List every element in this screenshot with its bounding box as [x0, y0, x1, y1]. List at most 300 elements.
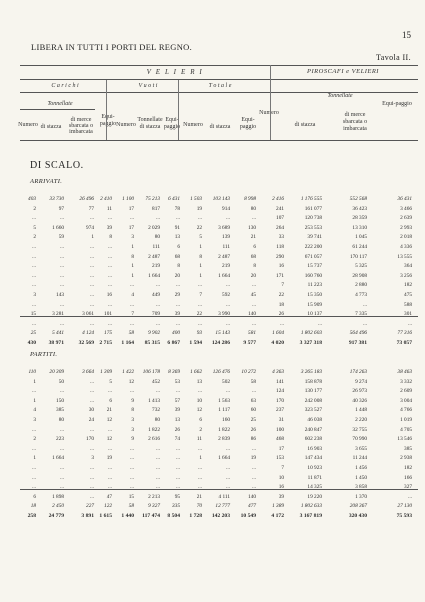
table-cell: 16 903	[307, 445, 322, 452]
table-cell: ...	[90, 465, 94, 471]
table-cell: 58	[250, 378, 256, 385]
table-cell: ...	[198, 465, 202, 471]
table-cell: 3 327 318	[299, 340, 322, 346]
table-cell: ...	[90, 397, 94, 404]
table-cell: 140	[248, 311, 256, 318]
table-cell: 86	[250, 436, 256, 443]
table-cell: ...	[363, 301, 367, 308]
table-cell: ...	[60, 272, 64, 279]
table-cell: 1	[199, 263, 202, 270]
table-cell: 4 773	[355, 292, 367, 298]
table-cell: 141	[276, 378, 284, 385]
table-row	[22, 484, 417, 493]
table-cell: 7	[131, 311, 134, 318]
table-cell: 91	[174, 224, 180, 231]
table-cell: 2	[33, 436, 36, 443]
table-cell: 1	[199, 455, 202, 462]
table-cell: ...	[90, 272, 94, 279]
table-cell: 58	[128, 503, 134, 510]
table-row	[22, 427, 417, 436]
table-cell: 36 423	[352, 205, 367, 212]
table-cell: 80	[154, 417, 160, 423]
table-cell: 7 335	[355, 311, 367, 318]
table-cell: 95	[174, 493, 180, 500]
table-cell: 13	[174, 417, 180, 423]
table-cell: ...	[90, 263, 94, 270]
table-cell: 1 664	[218, 272, 230, 279]
table-cell: ...	[156, 484, 160, 491]
table-cell: 120 738	[304, 215, 322, 222]
table-cell: 16	[278, 263, 284, 270]
table-cell: 38 971	[48, 340, 64, 346]
table-cell: 8 998	[244, 196, 256, 202]
table-cell: 3 265 183	[300, 369, 322, 375]
table-cell: 914	[222, 205, 230, 212]
table-cell: 2 993	[400, 224, 412, 231]
table-row	[22, 282, 417, 291]
table-cell: 68	[174, 253, 180, 260]
table-cell: 8	[131, 407, 134, 414]
table-cell: 4 020	[271, 340, 284, 346]
table-cell: ...	[226, 301, 230, 308]
table-cell: 25	[250, 417, 256, 423]
table-cell: 6	[253, 244, 256, 250]
table-cell: ...	[252, 474, 256, 481]
table-cell: ...	[176, 282, 180, 289]
table-cell: ...	[32, 320, 36, 327]
table-cell: ...	[108, 253, 112, 260]
table-cell: 320 430	[348, 513, 367, 519]
table-cell: ...	[176, 455, 180, 462]
table-cell: ...	[60, 282, 64, 289]
table-cell: ...	[156, 215, 160, 222]
table-cell: 5 325	[355, 263, 367, 270]
table-cell: ...	[108, 388, 112, 395]
table-cell: 385	[56, 407, 64, 414]
header-di-stazza-1: di stazza	[40, 124, 62, 130]
table-cell: 237	[276, 407, 284, 414]
table-cell: 1	[33, 378, 36, 385]
table-cell: 30	[88, 407, 94, 414]
running-head: LIBERA IN TUTTI I PORTI DEL REGNO.	[31, 42, 193, 52]
header-di-merce-4: di merce sbarcata o imbarcata	[342, 112, 368, 132]
table-cell: ...	[108, 215, 112, 222]
table-cell: 4 124	[82, 330, 94, 337]
table-cell: 18	[278, 301, 284, 308]
table-cell: 100	[276, 426, 284, 433]
table-cell: 28 908	[352, 272, 367, 279]
table-cell: ...	[226, 282, 230, 289]
table-cell: 400	[172, 330, 180, 337]
table-cell: 10	[196, 397, 202, 404]
table-cell: 130	[248, 224, 256, 231]
table-cell: 182	[404, 282, 412, 289]
table-row	[22, 234, 417, 243]
table-cell: 13	[196, 378, 202, 385]
table-cell: 26	[250, 426, 256, 433]
table-cell: 150	[56, 397, 64, 404]
table-cell: ...	[130, 474, 134, 481]
table-row	[22, 302, 417, 311]
table-cell: ...	[60, 484, 64, 491]
table-cell: ...	[32, 263, 36, 270]
table-cell: 1 662	[190, 369, 202, 375]
table-cell: 7	[281, 465, 284, 471]
table-cell: 122	[104, 503, 112, 510]
table-cell: ...	[252, 320, 256, 327]
table-cell: 170	[86, 436, 94, 443]
table-cell: 24	[88, 417, 94, 423]
table-cell: 475	[404, 292, 412, 298]
table-cell: 6 867	[167, 340, 180, 346]
table-cell: 6 431	[168, 196, 180, 202]
header-piroscafi-velieri: PIROSCAFI e VELIERI	[307, 68, 379, 75]
table-cell: 5	[109, 378, 112, 385]
table-cell: ...	[32, 272, 36, 279]
table-row	[22, 263, 417, 272]
header-equipaggio-1: Equi-paggio	[99, 114, 117, 127]
table-cell: 10	[278, 474, 284, 481]
table-cell: 3	[131, 417, 134, 423]
table-cell: 10 137	[307, 311, 322, 318]
table-cell: ...	[90, 378, 94, 385]
table-cell: 3	[33, 292, 36, 298]
table-cell: 592	[222, 292, 230, 298]
table-row	[22, 503, 417, 512]
table-cell: 174 263	[349, 369, 367, 375]
table-cell: ...	[226, 388, 230, 395]
table-cell: 3 664	[82, 369, 94, 375]
table-cell: 4 336	[400, 244, 412, 250]
table-cell: 170 117	[349, 253, 367, 260]
table-cell: 1 822	[218, 426, 230, 433]
table-cell: 17	[128, 205, 134, 212]
table-cell: 20	[250, 272, 256, 279]
table-cell: ...	[32, 445, 36, 452]
page-number: 15	[402, 30, 411, 40]
table-cell: 5	[199, 234, 202, 241]
table-cell: 552 568	[349, 196, 367, 202]
table-cell: 6	[109, 397, 112, 404]
table-cell: 3	[91, 455, 94, 462]
table-cell: 3 990	[218, 311, 230, 318]
table-cell: 19 220	[307, 493, 322, 500]
table-cell: 39 741	[307, 234, 322, 241]
table-cell: 61 244	[352, 244, 367, 250]
table-cell: 1	[131, 272, 134, 279]
table-cell: 20	[174, 272, 180, 279]
table-cell: ...	[108, 301, 112, 308]
table-cell: ...	[90, 388, 94, 395]
table-cell: ...	[408, 320, 412, 327]
header-numero-2: Numero	[116, 122, 136, 128]
table-cell: 39	[174, 407, 180, 414]
table-cell: 1	[131, 244, 134, 250]
table-cell: 26 973	[352, 388, 367, 395]
table-cell: ...	[32, 474, 36, 481]
table-cell: ...	[176, 320, 180, 327]
table-cell: 85 315	[144, 340, 160, 346]
table-cell: 126 476	[212, 369, 230, 375]
table-cell: ...	[130, 215, 134, 222]
table-cell: 13 310	[352, 224, 367, 231]
header-carichi: C a r i c h i	[51, 83, 79, 89]
table-cell: 68	[250, 253, 256, 260]
table-cell: ...	[226, 445, 230, 452]
table-row	[22, 369, 417, 378]
table-cell: 4 111	[218, 493, 230, 500]
table-cell: 13 555	[397, 253, 412, 260]
table-cell: ...	[176, 445, 180, 452]
table-cell: ...	[252, 215, 256, 222]
table-cell: 1 440	[121, 513, 134, 519]
table-cell: 1 450	[355, 474, 367, 481]
table-cell: 153	[276, 455, 284, 462]
table-cell: 1	[33, 455, 36, 462]
table-cell: 16	[106, 292, 112, 298]
table-cell: ...	[156, 455, 160, 462]
table-cell: ...	[90, 484, 94, 491]
table-cell: ...	[108, 474, 112, 481]
table-cell: 240 847	[304, 426, 322, 433]
table-cell: 19	[196, 205, 202, 212]
table-cell: 253 553	[304, 224, 322, 231]
table-cell: 2 715	[99, 340, 112, 346]
table-cell: 732	[152, 407, 160, 414]
table-cell: 2 487	[148, 253, 160, 260]
table-cell: 1 563	[218, 397, 230, 404]
table-cell: 18	[30, 503, 36, 510]
table-cell: 1 802 633	[300, 503, 322, 510]
table-cell: 15 143	[215, 330, 230, 337]
table-row	[22, 465, 417, 474]
section-title: DI SCALO.	[30, 160, 84, 171]
table-row	[22, 407, 417, 416]
table-cell: 6	[177, 244, 180, 250]
table-cell: 4 766	[400, 407, 412, 414]
table-cell: 502	[222, 378, 230, 385]
table-cell: 75 593	[396, 513, 412, 519]
table-cell: ...	[252, 301, 256, 308]
table-cell: 12	[128, 378, 134, 385]
table-cell: 124	[276, 388, 284, 395]
header-tonnellate-right: Tonnellate	[327, 93, 353, 99]
table-cell: ...	[108, 282, 112, 289]
table-cell: 1 822	[148, 426, 160, 433]
table-cell: ...	[90, 426, 94, 433]
table-cell: 2 410	[100, 196, 112, 202]
table-cell: ...	[176, 301, 180, 308]
table-cell: 33 730	[49, 196, 64, 202]
table-cell: 9 577	[243, 340, 256, 346]
table-cell: 20 309	[49, 369, 64, 375]
table-cell: 22	[196, 224, 202, 231]
table-cell: ...	[32, 426, 36, 433]
table-cell: ...	[130, 455, 134, 462]
table-cell: 2	[199, 426, 202, 433]
table-cell: ...	[90, 493, 94, 500]
table-cell: ...	[108, 465, 112, 471]
table-cell: 40 326	[352, 397, 367, 404]
table-cell: ...	[32, 244, 36, 250]
table-row	[22, 215, 417, 224]
table-cell: ...	[60, 388, 64, 395]
table-cell: 11 223	[307, 282, 322, 289]
table-cell: 2 639	[400, 215, 412, 222]
table-cell: 1 309	[100, 369, 112, 375]
table-cell: ...	[252, 282, 256, 289]
table-row	[22, 196, 417, 205]
table-row	[22, 475, 417, 484]
table-cell: 8	[177, 263, 180, 270]
table-cell: 3 281	[52, 311, 64, 318]
table-cell: 8	[199, 253, 202, 260]
table-cell: 101	[104, 311, 112, 318]
table-cell: 1 389	[272, 503, 284, 510]
table-cell: ...	[226, 465, 230, 471]
table-cell: 160	[222, 417, 230, 423]
table-cell: 93	[196, 330, 202, 337]
table-cell: 38 463	[397, 369, 412, 375]
table-cell: 107	[276, 215, 284, 222]
table-cell: ...	[90, 282, 94, 289]
table-cell: ...	[60, 445, 64, 452]
table-cell: 19	[106, 455, 112, 462]
table-cell: 158 878	[304, 378, 322, 385]
table-cell: 140	[248, 493, 256, 500]
table-cell: 222 200	[304, 244, 322, 250]
table-cell: 47	[106, 493, 112, 500]
table-cell: ...	[108, 244, 112, 250]
header-equipaggio-3: Equi-paggio	[239, 117, 257, 130]
table-cell: 182	[404, 465, 412, 471]
table-cell: 171	[276, 272, 284, 279]
table-cell: 1 456	[355, 465, 367, 471]
table-cell: 327	[404, 484, 412, 491]
table-cell: 564 496	[349, 330, 367, 337]
table-cell: 1	[91, 234, 94, 241]
table-row	[22, 292, 417, 301]
table-cell: ...	[90, 445, 94, 452]
table-cell: ...	[60, 320, 64, 327]
table-cell: ...	[60, 263, 64, 270]
table-cell: ...	[32, 484, 36, 491]
table-cell: 1	[33, 397, 36, 404]
table-cell: 2 616	[148, 436, 160, 443]
table-cell: 26 496	[79, 196, 94, 202]
table-cell: 11	[196, 436, 202, 443]
table-cell: 17	[278, 445, 284, 452]
table-cell: 1 422	[122, 369, 134, 375]
table-cell: 14 325	[307, 484, 322, 491]
header-totale: T o t a l e	[208, 83, 232, 89]
table-cell: 602 238	[304, 436, 322, 443]
table-cell: ...	[130, 301, 134, 308]
table-cell: ...	[60, 474, 64, 481]
table-cell: 219	[222, 263, 230, 270]
table-cell: ...	[226, 484, 230, 491]
table-cell: 8 504	[167, 513, 180, 519]
table-cell: 4 705	[400, 426, 412, 433]
header-numero-4: Numero	[259, 110, 279, 116]
table-cell: 364	[404, 263, 412, 270]
table-cell: 53	[174, 378, 180, 385]
table-cell: 45	[250, 292, 256, 298]
table-cell: 430	[27, 340, 36, 346]
table-cell: ...	[198, 484, 202, 491]
table-row	[22, 273, 417, 282]
table-cell: ...	[226, 474, 230, 481]
table-cell: 170	[276, 397, 284, 404]
table-row	[22, 244, 417, 253]
table-row	[22, 513, 417, 522]
table-cell: 9 327	[148, 503, 160, 510]
table-cell: 709	[152, 311, 160, 318]
table-cell: ...	[32, 253, 36, 260]
table-cell: 1	[131, 263, 134, 270]
table-cell: 12	[196, 407, 202, 414]
table-cell: 110	[28, 369, 36, 375]
table-cell: 73 057	[396, 340, 412, 346]
table-cell: 117 474	[142, 513, 160, 519]
table-cell: 3 891	[81, 513, 94, 519]
table-cell: 166	[404, 474, 412, 481]
table-row	[22, 398, 417, 407]
table-cell: ...	[90, 320, 94, 327]
table-cell: 2 416	[272, 196, 284, 202]
table-cell: ...	[280, 320, 284, 327]
table-cell: 2 487	[218, 253, 230, 260]
arrivati-label: ARRIVATI.	[30, 178, 63, 185]
table-cell: ...	[108, 445, 112, 452]
header-numero-1: Numero	[18, 122, 38, 128]
table-cell: ...	[32, 465, 36, 471]
table-cell: 22	[196, 311, 202, 318]
table-cell: 27 130	[397, 503, 412, 510]
table-cell: 58	[128, 330, 134, 337]
table-cell: 468	[276, 436, 284, 443]
table-cell: 1 176 555	[300, 196, 322, 202]
table-cell: 301	[404, 311, 412, 318]
table-cell: 2 609	[400, 388, 412, 395]
table-cell: 1 413	[148, 397, 160, 404]
header-di-stazza-3: di stazza	[209, 124, 231, 130]
table-cell: 63	[250, 397, 256, 404]
table-cell: ...	[363, 320, 367, 327]
table-cell: 21	[250, 234, 256, 241]
table-cell: 124 286	[211, 340, 230, 346]
table-cell: ...	[130, 484, 134, 491]
table-cell: 7	[281, 282, 284, 289]
table-cell: ...	[130, 282, 134, 289]
table-cell: 242 008	[304, 397, 322, 404]
table-cell: 403	[28, 196, 36, 202]
table-cell: 147 434	[304, 455, 322, 462]
table-cell: 161 077	[304, 205, 322, 212]
partiti-label: PARTITI.	[30, 351, 58, 358]
table-cell: ...	[60, 426, 64, 433]
table-cell: 3 332	[400, 378, 412, 385]
table-cell: ...	[130, 465, 134, 471]
header-vuoti: V u o t i	[138, 83, 158, 89]
table-cell: 17	[128, 224, 134, 231]
table-cell: 19	[250, 455, 256, 462]
table-cell: 9 274	[355, 378, 367, 385]
table-cell: ...	[318, 320, 322, 327]
table-cell: 2 018	[400, 234, 412, 241]
table-cell: 13	[174, 234, 180, 241]
table-cell: 36 431	[397, 196, 412, 202]
